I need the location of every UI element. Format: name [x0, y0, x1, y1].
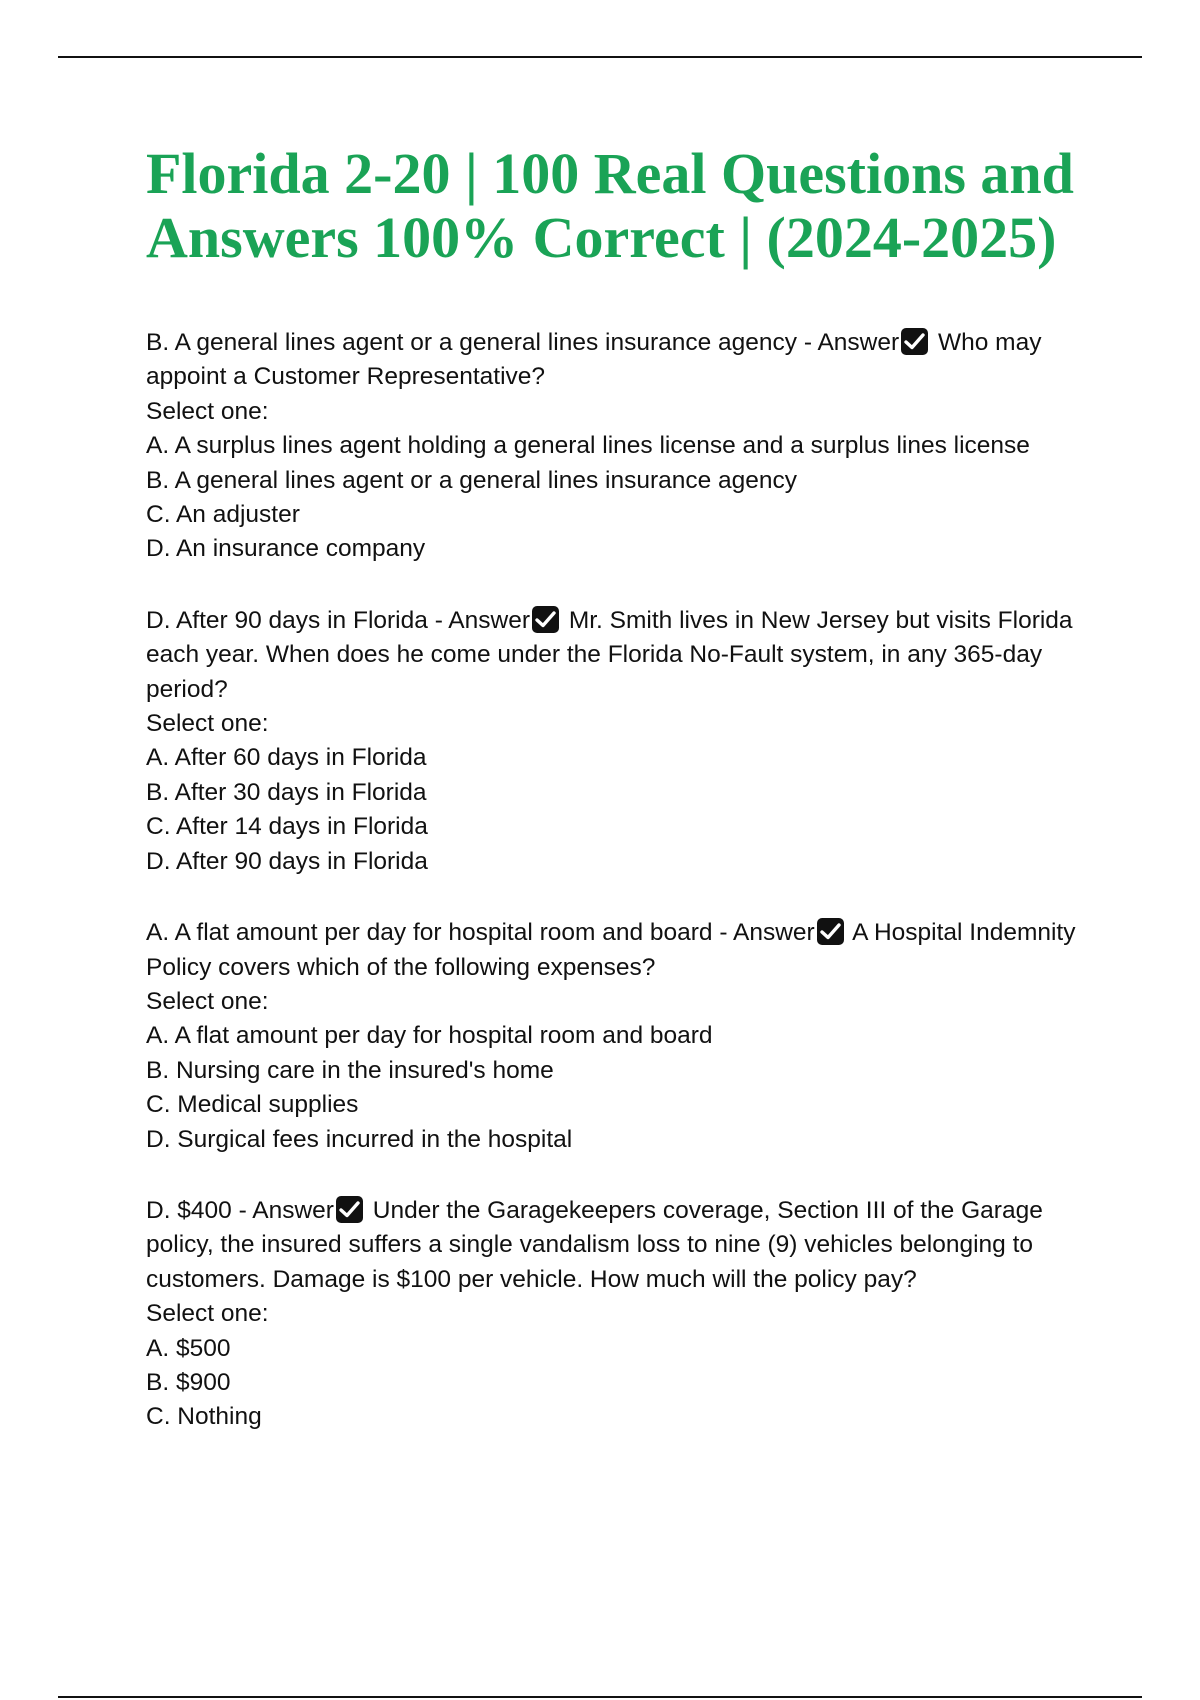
qa-block — [146, 916, 1096, 1157]
option-item: C. An adjuster — [146, 501, 300, 529]
qa-list — [146, 326, 1096, 1472]
qa-block — [146, 326, 1096, 567]
select-prompt: Select one: — [146, 397, 269, 425]
select-prompt: Select one: — [146, 710, 269, 738]
answer-text: D. $400 - Answer — [146, 1196, 334, 1224]
answer-question-line — [146, 1194, 1096, 1297]
top-divider — [58, 56, 1142, 58]
select-prompt: Select one: — [146, 987, 269, 1015]
answer-text: B. A general lines agent or a general lines insurance agency - Answer — [146, 329, 900, 356]
checkmark-icon — [901, 328, 928, 355]
answer-question-line — [146, 604, 1096, 707]
qa-block — [146, 1194, 1096, 1435]
option-item: A. A surplus lines agent holding a general lines license and a surplus lines license — [146, 432, 1030, 460]
option-item: C. Nothing — [146, 1403, 262, 1431]
checkmark-icon — [532, 606, 559, 633]
option-item: A. $500 — [146, 1334, 231, 1362]
question-text: Who may appoint a Customer Representative? — [146, 329, 1042, 391]
option-item: A. After 60 days in Florida — [146, 744, 427, 772]
question-text: Under the Garagekeepers coverage, Section III of the Garage policy, the insured suffers a single vandalism loss to nine (9) vehicles belonging to customers. Damage is $100 per vehicle. How much will the policy pay? — [146, 1196, 1043, 1293]
option-item: B. Nursing care in the insured's home — [146, 1056, 554, 1084]
bottom-divider — [58, 1696, 1142, 1698]
option-item: C. After 14 days in Florida — [146, 813, 428, 841]
option-item: D. An insurance company — [146, 535, 426, 563]
option-item: B. A general lines agent or a general lines insurance agency — [146, 466, 798, 494]
answer-text: A. A flat amount per day for hospital room and board - Answer — [146, 919, 815, 947]
question-text: A Hospital Indemnity Policy covers which of the following expenses? — [146, 919, 1076, 981]
question-text: Mr. Smith lives in New Jersey but visits Florida each year. When does he come under the Florida No-Fault system, in any 365-day period? — [146, 606, 1073, 703]
option-item: C. Medical supplies — [146, 1091, 359, 1119]
select-prompt: Select one: — [146, 1300, 269, 1328]
option-item: A. A flat amount per day for hospital room and board — [146, 1022, 713, 1050]
option-item: D. Surgical fees incurred in the hospital — [146, 1125, 573, 1153]
checkmark-icon — [817, 918, 844, 945]
answer-text: D. After 90 days in Florida - Answer — [146, 606, 530, 634]
option-item: B. After 30 days in Florida — [146, 778, 427, 806]
option-item: D. After 90 days in Florida — [146, 847, 428, 875]
answer-question-line — [146, 916, 1096, 985]
option-item: B. $900 — [146, 1368, 231, 1396]
answer-question-line — [146, 326, 1096, 395]
qa-block — [146, 604, 1096, 879]
document-title: Florida 2-20 | 100 Real Questions and Answers 100% Correct | (2024-2025) — [146, 141, 1074, 270]
checkmark-icon — [336, 1196, 363, 1223]
